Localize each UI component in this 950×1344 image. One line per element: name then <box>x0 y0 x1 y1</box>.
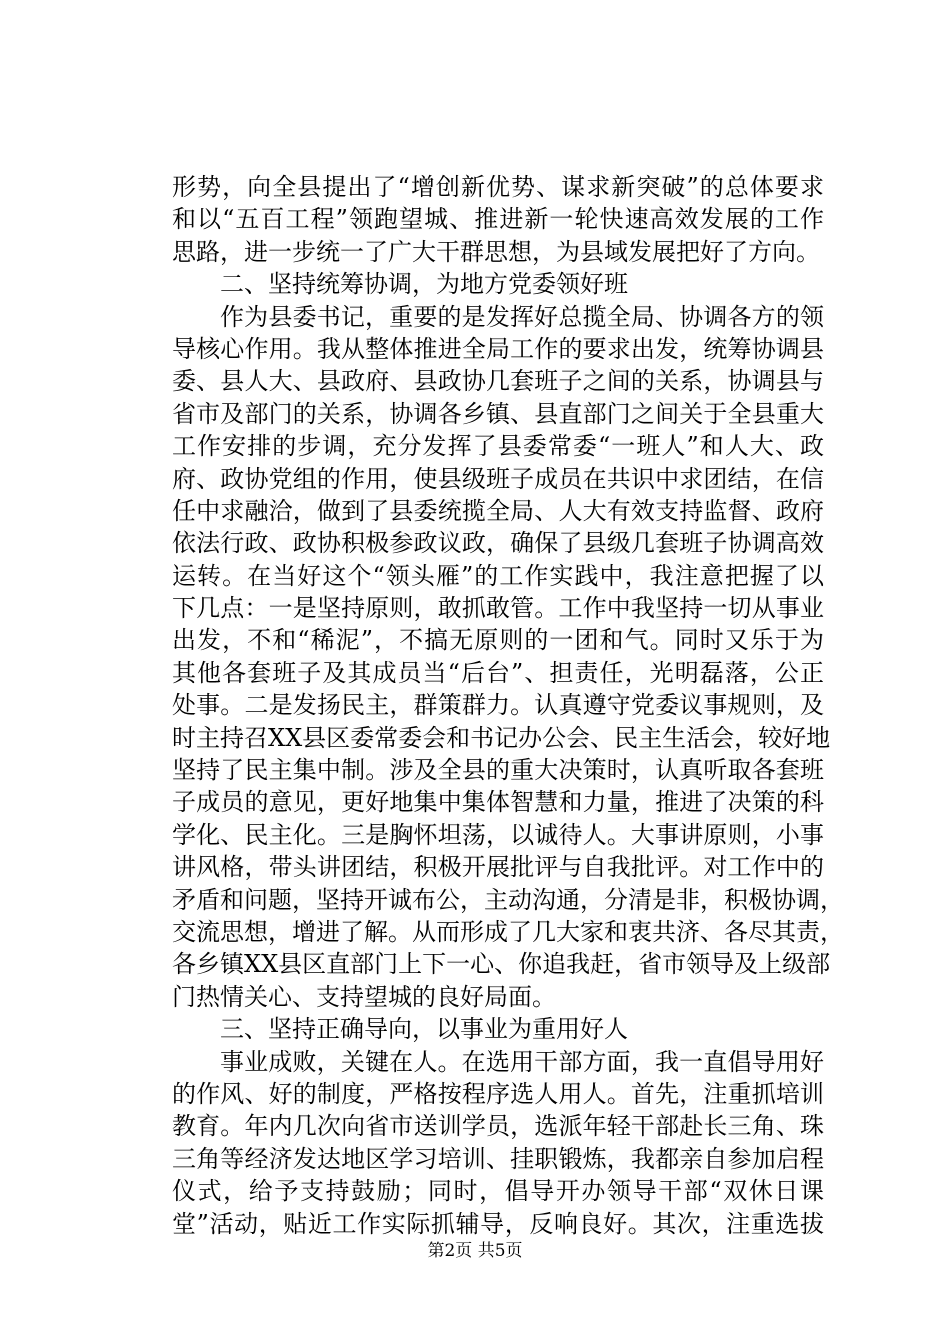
text-line: 矛盾和问题，坚持开诚布公，主动沟通，分清是非，积极协调， <box>172 885 844 914</box>
text-line: 和以“五百工程”领跑望城、推进新一轮快速高效发展的工作 <box>172 205 824 234</box>
text-line: 的作风、好的制度，严格按程序选人用人。首先，注重抓培训 <box>172 1079 824 1108</box>
text-line: 坚持了民主集中制。涉及全县的重大决策时，认真听取各套班 <box>172 756 824 785</box>
text-line: 府、政协党组的作用，使县级班子成员在共识中求团结，在信 <box>172 464 824 493</box>
text-line: 堂”活动，贴近工作实际抓辅导，反响良好。其次，注重选拔 <box>172 1209 824 1238</box>
text-line: 作为县委书记，重要的是发挥好总揽全局、协调各方的领 <box>220 302 824 331</box>
text-line: 工作安排的步调，充分发挥了县委常委“一班人”和人大、政 <box>172 432 824 461</box>
text-line: 子成员的意见，更好地集中集体智慧和力量，推进了决策的科 <box>172 788 824 817</box>
section-heading: 二、坚持统筹协调，为地方党委领好班 <box>220 270 628 299</box>
text-line: 各乡镇XX县区直部门上下一心、你追我赶，省市领导及上级部 <box>172 950 831 979</box>
text-line: 下几点：一是坚持原则，敢抓敢管。工作中我坚持一切从事业 <box>172 594 824 623</box>
text-line: 讲风格，带头讲团结，积极开展批评与自我批评。对工作中的 <box>172 853 824 882</box>
text-line: 门热情关心、支持望城的良好局面。 <box>172 982 556 1011</box>
text-line: 运转。在当好这个“领头雁”的工作实践中，我注意把握了以 <box>172 561 824 590</box>
text-line: 委、县人大、县政府、县政协几套班子之间的关系，协调县与 <box>172 367 824 396</box>
section-heading: 三、坚持正确导向，以事业为重用好人 <box>220 1015 628 1044</box>
text-line: 交流思想，增进了解。从而形成了几大家和衷共济、各尽其责， <box>172 917 844 946</box>
text-line: 省市及部门的关系，协调各乡镇、县直部门之间关于全县重大 <box>172 399 824 428</box>
text-line: 导核心作用。我从整体推进全局工作的要求出发，统筹协调县 <box>172 334 824 363</box>
document-body <box>172 171 844 1240</box>
text-line: 其他各套班子及其成员当“后台”、担责任，光明磊落，公正 <box>172 658 824 687</box>
text-line: 任中求融洽，做到了县委统揽全局、人大有效支持监督、政府 <box>172 496 824 525</box>
text-line: 处事。二是发扬民主，群策群力。认真遵守党委议事规则，及 <box>172 691 824 720</box>
text-line: 仪式，给予支持鼓励；同时，倡导开办领导干部“双休日课 <box>172 1177 824 1206</box>
text-line: 事业成败，关键在人。在选用干部方面，我一直倡导用好 <box>220 1047 824 1076</box>
text-line: 教育。年内几次向省市送训学员，选派年轻干部赴长三角、珠 <box>172 1112 824 1141</box>
text-line: 出发，不和“稀泥”，不搞无原则的一团和气。同时又乐于为 <box>172 626 824 655</box>
text-line: 三角等经济发达地区学习培训、挂职锻炼，我都亲自参加启程 <box>172 1144 824 1173</box>
text-line: 学化、民主化。三是胸怀坦荡，以诚待人。大事讲原则，小事 <box>172 820 824 849</box>
text-line: 依法行政、政协积极参政议政，确保了县级几套班子协调高效 <box>172 529 824 558</box>
page-footer: 第2页 共5页 <box>427 1241 523 1261</box>
text-line: 思路，进一步统一了广大干群思想，为县域发展把好了方向。 <box>172 237 820 266</box>
text-line: 时主持召XX县区委常委会和书记办公会、民主生活会，较好地 <box>172 723 831 752</box>
text-line: 形势，向全县提出了“增创新优势、谋求新突破”的总体要求 <box>172 173 824 201</box>
